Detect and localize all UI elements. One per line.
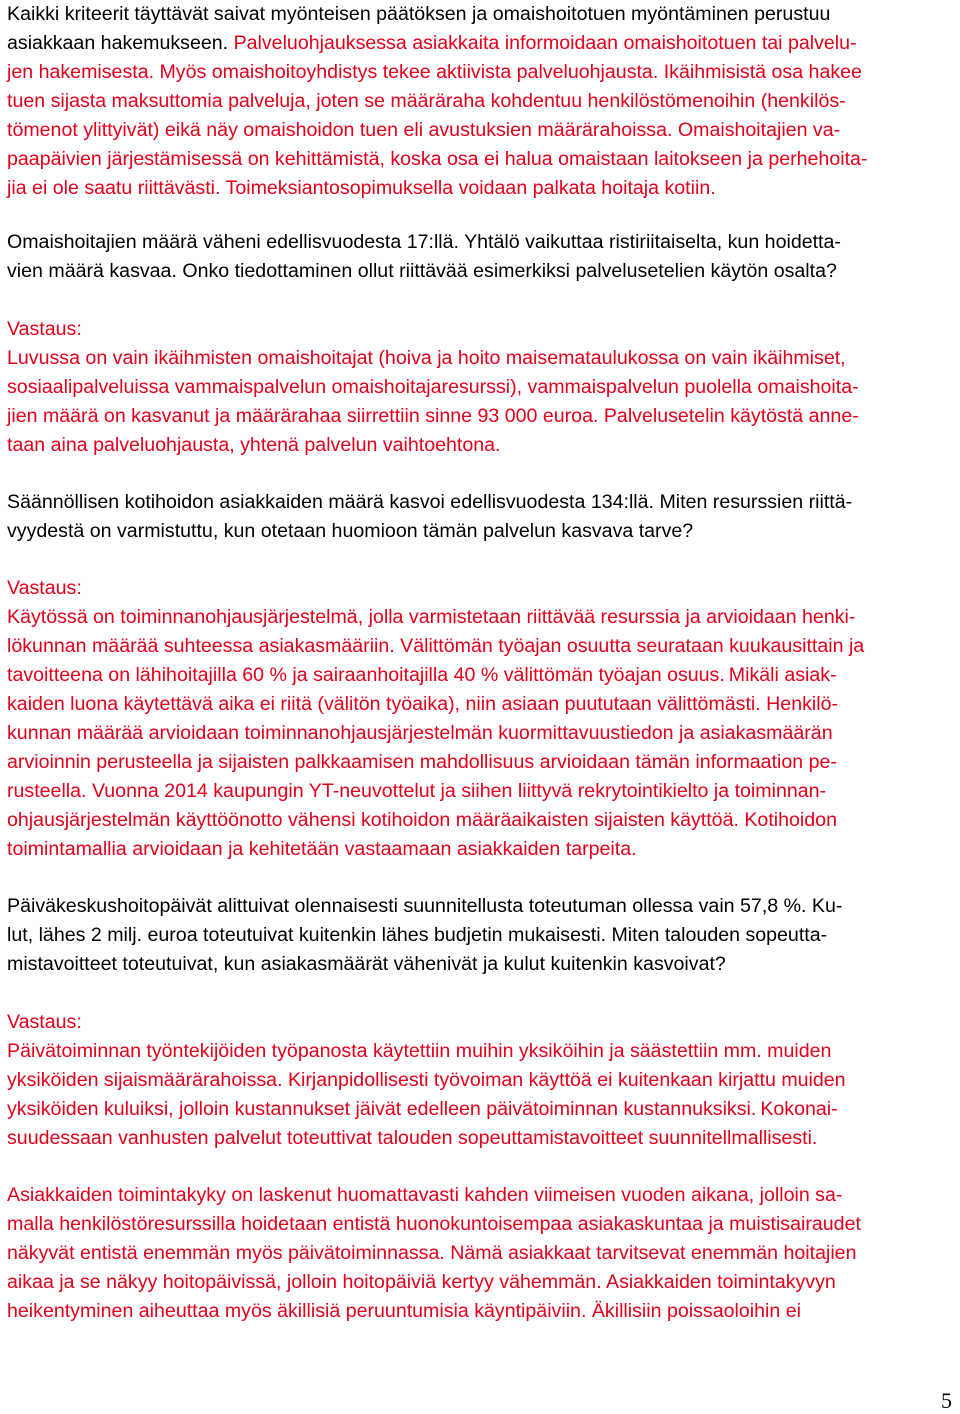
text-line: jia ei ole saatu riittävästi. Toimeksiantosopimuksella voidaan palkata hoitaja kotiin. — [7, 177, 716, 199]
answer-line: lökunnan määrää suhteessa asiakasmääriin. Välittömän työajan osuutta seurataan kuukausittain ja — [7, 635, 865, 657]
question-line: vyydestä on varmistuttu, kun otetaan huomioon tämän palvelun kasvava tarve? — [7, 520, 694, 542]
question-line: Päiväkeskushoitopäivät alittuivat olennaisesti suunnitellusta toteutuman ollessa vain 57,8 %. Ku- — [7, 895, 843, 917]
text-line: tömenot ylittyivät) eikä näy omaishoidon tuen eli avustuksien määrärahoissa. Omaishoitajien va- — [7, 119, 841, 141]
answer-label: Vastaus: — [7, 577, 82, 599]
answer-label: Vastaus: — [7, 1011, 82, 1033]
answer-line: yksiköiden sijaismäärärahoissa. Kirjanpidollisesti työvoiman käyttöä ei kuitenkaan kirjattu muiden — [7, 1069, 846, 1091]
text-line: jen hakemisesta. Myös omaishoitoyhdistys tekee aktiivista palveluohjausta. Ikäihmisistä osa hakee — [7, 61, 862, 83]
answer-line: kaiden luona käytettävä aika ei riitä (välitön työaika), niin asiaan puututaan välittömästi. Henkilö- — [7, 693, 839, 715]
text-line: Kaikki kriteerit täyttävät saivat myönteisen päätöksen ja omaishoitotuen myöntäminen perustuu — [7, 3, 831, 25]
answer-line: tavoitteena on lähihoitajilla 60 % ja sairaanhoitajilla 40 % välittömän työajan osuus. Mikäli asiak- — [7, 664, 837, 686]
text-line: asiakkaan hakemukseen. Palveluohjauksessa asiakkaita informoidaan omaishoitotuen tai palvelu- — [7, 32, 857, 54]
answer-line: Luvussa on vain ikäihmisten omaishoitajat (hoiva ja hoito maisemataulukossa on vain ikäihmiset, — [7, 347, 846, 369]
text-line: paapäivien järjestämisessä on kehittämistä, koska osa ei halua omaistaan laitokseen ja perhehoita- — [7, 148, 868, 170]
answer-line: arvioinnin perusteella ja sijaisten palkkaamisen mahdollisuus arvioidaan tämän informaation pe- — [7, 751, 837, 773]
answer-line: heikentyminen aiheuttaa myös äkillisiä peruuntumisia käyntipäiviin. Äkillisiin poissaoloihin ei — [7, 1300, 801, 1322]
answer-label: Vastaus: — [7, 318, 82, 340]
answer-line: rusteella. Vuonna 2014 kaupungin YT-neuvottelut ja siihen liittyvä rekrytointikielto ja toiminnan- — [7, 780, 827, 802]
text-line: tuen sijasta maksuttomia palveluja, joten se määräraha kohdentuu henkilöstömenoihin (henkilös- — [7, 90, 846, 112]
answer-line: Päivätoiminnan työntekijöiden työpanosta käytettiin muihin yksiköihin ja säästettiin mm. muiden — [7, 1040, 832, 1062]
question-line: Säännöllisen kotihoidon asiakkaiden määrä kasvoi edellisvuodesta 134:llä. Miten resurssien riittä- — [7, 491, 853, 513]
answer-line: jien määrä on kasvanut ja määrärahaa siirrettiin sinne 93 000 euroa. Palvelusetelin käytöstä anne- — [7, 405, 859, 427]
answer-line: kunnan määrää arvioidaan toiminnanohjausjärjestelmän kuormittavuustiedon ja asiakasmäärän — [7, 722, 833, 744]
answer-line: Käytössä on toiminnanohjausjärjestelmä, jolla varmistetaan riittävää resurssia ja arvioidaan henki- — [7, 606, 856, 628]
answer-line: taan aina palveluohjausta, yhtenä palvelun vaihtoehtona. — [7, 434, 501, 456]
answer-line: sosiaalipalveluissa vammaispalvelun omaishoitajaresurssi), vammaispalvelun puolella omaishoita- — [7, 376, 859, 398]
question-line: Omaishoitajien määrä väheni edellisvuodesta 17:llä. Yhtälö vaikuttaa ristiriitaiselta, kun hoidetta- — [7, 231, 841, 253]
question-line: lut, lähes 2 milj. euroa toteutuivat kuitenkin lähes budjetin mukaisesti. Miten talouden sopeutta- — [7, 924, 828, 946]
answer-line: ohjausjärjestelmän käyttöönotto vähensi kotihoidon määräaikaisten sijaisten käyttöä. Kotihoidon — [7, 809, 837, 831]
answer-line: suudessaan vanhusten palvelut toteuttivat talouden sopeuttamistavoitteet suunnitellmallisesti. — [7, 1127, 818, 1149]
answer-line: aikaa ja se näkyy hoitopäivissä, jolloin hoitopäiviä kertyy vähemmän. Asiakkaiden toimintakyvyn — [7, 1271, 836, 1293]
answer-line: näkyvät entistä enemmän myös päivätoiminnassa. Nämä asiakkaat tarvitsevat enemmän hoitajien — [7, 1242, 857, 1264]
answer-line: yksiköiden kuluiksi, jolloin kustannukset jäivät edelleen päivätoiminnan kustannuksiksi. Kokonai- — [7, 1098, 838, 1120]
answer-line: malla henkilöstöresurssilla hoidetaan entistä huonokuntoisempaa asiakaskuntaa ja muistisairaudet — [7, 1213, 861, 1235]
answer-line: toimintamallia arvioidaan ja kehitetään vastaamaan asiakkaiden tarpeita. — [7, 838, 637, 860]
question-line: mistavoitteet toteutuivat, kun asiakasmäärät vähenivät ja kulut kuitenkin kasvoivat? — [7, 953, 726, 975]
page-number: 5 — [941, 1388, 952, 1413]
question-line: vien määrä kasvaa. Onko tiedottaminen ollut riittävää esimerkiksi palvelusetelien käytön osalta? — [7, 260, 837, 282]
answer-line: Asiakkaiden toimintakyky on laskenut huomattavasti kahden viimeisen vuoden aikana, jolloin sa- — [7, 1184, 843, 1206]
